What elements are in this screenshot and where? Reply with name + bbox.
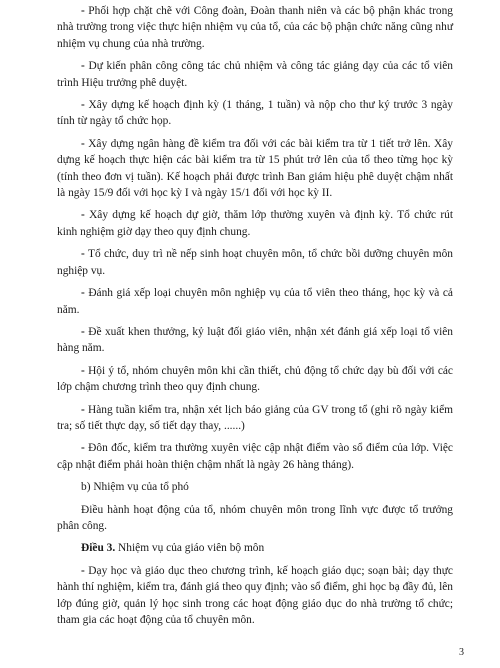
paragraph	[57, 440, 453, 473]
bullet: -	[81, 403, 85, 416]
paragraph-text: Tổ chức, duy trì nề nếp sinh hoạt chuyên môn, tổ chức bồi dưỡng chuyên môn nghiệp vụ.	[57, 248, 453, 277]
paragraph-text: b) Nhiệm vụ của tổ phó	[81, 481, 189, 494]
paragraph	[57, 3, 453, 52]
paragraph	[57, 324, 453, 357]
article-title: Nhiệm vụ của giáo viên bộ môn	[118, 542, 265, 555]
article-heading	[57, 540, 453, 556]
section-heading	[57, 479, 453, 495]
paragraph	[57, 136, 453, 202]
paragraph	[57, 363, 453, 396]
paragraph-text: Hội ý tổ, nhóm chuyên môn khi cần thiết, chủ động tổ chức dạy bù đối với các lớp chậm chương trình theo quy định chung.	[57, 364, 453, 394]
bullet: -	[81, 248, 85, 261]
paragraph	[57, 246, 453, 279]
paragraph-text: Hàng tuần kiểm tra, nhận xét lịch báo giảng của GV trong tổ (ghi rõ ngày kiểm tra; số tiết thực dạy, số tiết dạy thay, ......)	[57, 403, 453, 432]
bullet: -	[81, 209, 85, 222]
paragraph-text: Xây dựng kế hoạch dự giờ, thăm lớp thường xuyên và định kỳ. Tổ chức rút kinh nghiệm giờ dạy theo quy định chung.	[57, 209, 453, 238]
paragraph-text: Phối hợp chặt chẽ với Công đoàn, Đoàn thanh niên và các bộ phận khác trong nhà trường trong việc thực hiện nhiệm vụ của tổ, của các bộ phận chức năng cũng như nhiệm vụ chung của nhà trường.	[57, 5, 453, 50]
page-number: 3	[459, 647, 464, 658]
bullet: -	[81, 60, 85, 73]
paragraph-text: Dạy học và giáo dục theo chương trình, kế hoạch giáo dục; soạn bài; dạy thực hành thí nghiệm, kiểm tra, đánh giá theo quy định; vào sổ điểm, ghi học bạ đầy đủ, lên lớp đúng giờ, quản lý học sinh trong các hoạt động giáo dục do nhà trường tổ chức; tham gia các hoạt động của tổ chuyên môn.	[57, 564, 453, 626]
bullet: -	[81, 5, 85, 17]
paragraph-text: Đề xuất khen thưởng, kỷ luật đối giáo viên, nhận xét đánh giá xếp loại tổ viên hàng năm.	[57, 325, 453, 355]
paragraph	[57, 402, 453, 435]
paragraph-text: Dự kiến phân công công tác chủ nhiệm và công tác giảng dạy của các tổ viên trình Hiệu trưởng phê duyệt.	[57, 60, 453, 89]
bullet: -	[81, 442, 85, 455]
bullet: -	[81, 99, 85, 112]
paragraph	[57, 97, 453, 130]
paragraph-text: Điều hành hoạt động của tổ, nhóm chuyên môn trong lĩnh vực được tổ trưởng phân công.	[57, 503, 453, 532]
paragraph-text: Đánh giá xếp loại chuyên môn nghiệp vụ của tổ viên theo tháng, học kỳ và cả năm.	[57, 287, 453, 316]
paragraph-text: Xây dựng kế hoạch định kỳ (1 tháng, 1 tuần) và nộp cho thư ký trước 3 ngày tính từ ngày tổ chức họp.	[57, 99, 453, 128]
paragraph-text: Xây dựng ngân hàng đề kiểm tra đối với các bài kiểm tra từ 1 tiết trở lên. Xây dựng kế hoạch thực hiện các bài kiểm tra từ 15 phút trở lên của tổ theo từng học kỳ (tính theo đơn vị tuần). Kế hoạch phải được trình Ban giám hiệu phê duyệt chậm nhất là ngày 15/9 đối với học kỳ I và ngày 15/1 đối với học kỳ II.	[57, 137, 453, 200]
bullet: -	[81, 364, 85, 377]
paragraph	[57, 502, 453, 535]
bullet: -	[81, 564, 85, 577]
paragraph	[57, 207, 453, 240]
bullet: -	[81, 137, 85, 150]
bullet: -	[81, 325, 85, 338]
paragraph-text: Đôn đốc, kiểm tra thường xuyên việc cập nhật điểm vào sổ điểm của lớp. Việc cập nhật điểm phải hoàn thiện chậm nhất là ngày 26 hàng tháng).	[57, 442, 453, 471]
article-label: Điều 3.	[81, 542, 116, 555]
paragraph	[57, 285, 453, 318]
paragraph	[57, 563, 453, 629]
paragraph	[57, 58, 453, 91]
bullet: -	[81, 287, 85, 300]
